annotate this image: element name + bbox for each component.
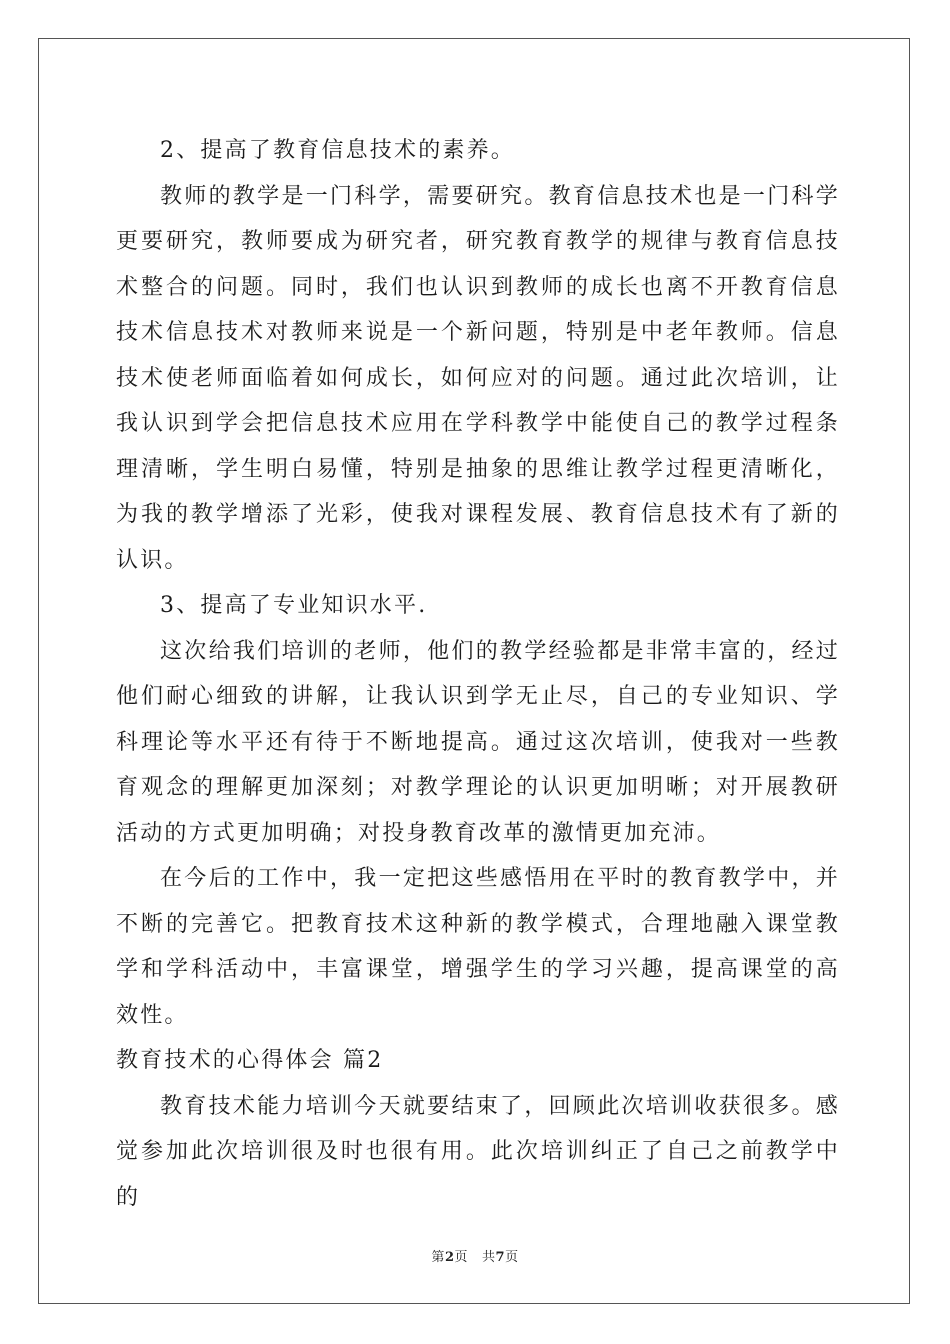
total-count: 7 <box>495 1250 506 1265</box>
article-title-part-2: 教育技术的心得体会 篇2 <box>116 1048 384 1073</box>
page-prefix: 第 <box>431 1250 445 1265</box>
page-number <box>431 1250 468 1265</box>
total-prefix: 共 <box>482 1250 496 1265</box>
current-page: 2 <box>444 1250 455 1265</box>
document-body <box>116 128 840 1220</box>
page-footer <box>0 1246 950 1265</box>
paragraph-section-2-heading: 2、提高了教育信息技术的素养。 <box>160 138 515 163</box>
total-pages <box>482 1250 519 1265</box>
paragraph-professional-knowledge: 这次给我们培训的老师，他们的教学经验都是非常丰富的，经过他们耐心细致的讲解，让我认识到学无止尽，自己的专业知识、学科理论等水平还有待于不断地提高。通过这次培训，使我对一些教育观念的理解更加深刻；对教学理论的认识更加明晰；对开展教研活动的方式更加明确；对投身教育改革的激情更加充沛。 <box>116 638 840 846</box>
paragraph-info-tech-literacy: 教师的教学是一门科学，需要研究。教育信息技术也是一门科学更要研究，教师要成为研究者，研究教育教学的规律与教育信息技术整合的问题。同时，我们也认识到教师的成长也离不开教育信息技术信息技术对教师来说是一个新问题，特别是中老年教师。信息技术使老师面临着如何成长，如何应对的问题。通过此次培训，让我认识到学会把信息技术应用在学科教学中能使自己的教学过程条理清晰，学生明白易懂，特别是抽象的思维让教学过程更清晰化，为我的教学增添了光彩，使我对课程发展、教育信息技术有了新的认识。 <box>116 183 840 573</box>
paragraph-future-work: 在今后的工作中，我一定把这些感悟用在平时的教育教学中，并不断的完善它。把教育技术这种新的教学模式，合理地融入课堂教学和学科活动中，丰富课堂，增强学生的学习兴趣，提高课堂的高效性。 <box>116 866 840 1028</box>
paragraph-training-review: 教育技术能力培训今天就要结束了，回顾此次培训收获很多。感觉参加此次培训很及时也很有用。此次培训纠正了自己之前教学中的 <box>116 1093 840 1210</box>
page-suffix: 页 <box>454 1250 468 1265</box>
paragraph-section-3-heading: 3、提高了专业知识水平. <box>160 593 428 618</box>
total-suffix: 页 <box>505 1250 519 1265</box>
